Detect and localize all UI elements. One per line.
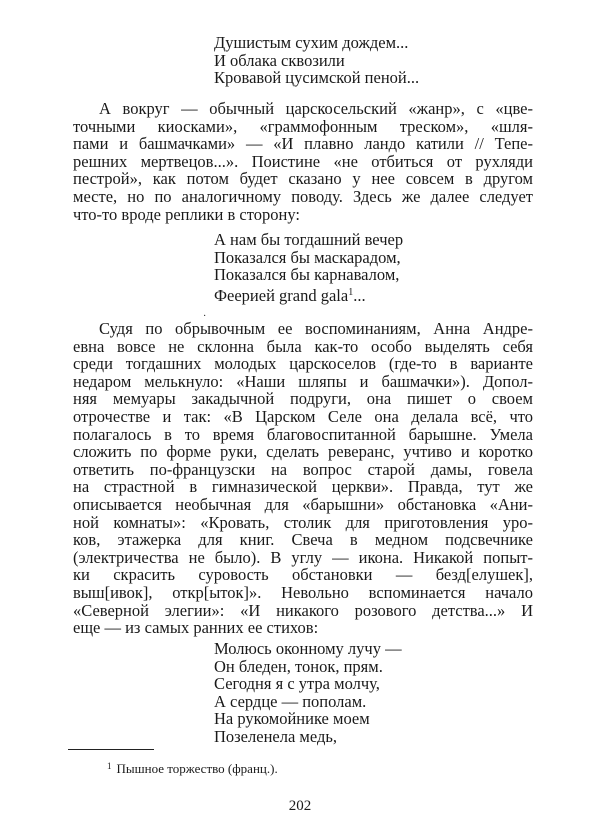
- verse-line: А сердце — пополам.: [214, 691, 367, 711]
- text-line: недаром мелькнуло: «Наши шляпы и башмачки»). Допол-: [73, 371, 533, 391]
- verse-line: Показался бы маскарадом,: [214, 247, 401, 267]
- text-line: евна вовсе не склонна была как-то особо выделять себя: [73, 336, 533, 356]
- verse-line-text: Феерией grand gala: [214, 285, 349, 305]
- verse-line: А нам бы тогдашний вечер: [214, 230, 404, 249]
- page-number: 202: [288, 798, 312, 814]
- verse-line: Позеленела медь,: [214, 726, 337, 746]
- footnote-reference: 1: [348, 286, 354, 298]
- verse-line: На рукомойнике моем: [214, 709, 370, 728]
- verse-line: Сегодня я с утра молчу,: [214, 674, 380, 693]
- verse-line: Он бледен, тонок, прям.: [214, 656, 383, 676]
- verse-block-2: [214, 231, 403, 304]
- text-line: ответить по-французски на вопрос старой дамы, говела: [73, 459, 533, 479]
- verse-line: Душистым сухим дождем...: [214, 33, 409, 52]
- verse-line: И облака сквозили: [214, 50, 345, 70]
- verse-line: Показался бы карнавалом,: [214, 265, 400, 284]
- verse-block-1: [214, 34, 419, 87]
- footnote: [107, 758, 278, 777]
- text-line: (электричества не было). В углу — икона. Никакой попыт-: [73, 547, 533, 567]
- footnote-number: 1: [107, 761, 112, 771]
- text-line: среди тогдашних молодых царскоселов (где-то в варианте: [73, 354, 533, 374]
- footnote-text: Пышное торжество (франц.).: [116, 761, 278, 776]
- text-line: ки скрасить суровость обстановки — безд[елушек],: [73, 565, 533, 585]
- stray-mark: ·: [203, 311, 207, 322]
- footnote-separator: [68, 749, 154, 750]
- text-line: месте, но по аналогичному поводу. Здесь же далее следует: [73, 186, 533, 206]
- text-line: пестрой», как потом будет сказано у нее совсем в другом: [73, 169, 533, 189]
- text-line: выш[ивок], откр[ыток]». Невольно вспоминается начало: [73, 582, 533, 602]
- text-line: пами и башмачками» — «И плавно ландо катили // Тепе-: [73, 134, 533, 154]
- verse-line: Кровавой цусимской пеной...: [214, 68, 420, 87]
- text-line: на страстной в гимназической церкви». Правда, тут же: [73, 477, 533, 497]
- text-line: няя мемуары закадычной подруги, она пишет о своем: [73, 389, 533, 409]
- verse-line-last: [214, 284, 403, 305]
- text-line: точными киосками», «граммофонным треском», «шля-: [73, 116, 533, 136]
- text-line: полагалось в то время благовоспитанной барышне. Умела: [73, 424, 533, 444]
- text-line: решних мертвецов...». Поистине «не отбиться от рухляди: [73, 151, 533, 171]
- text-line: Судя по обрывочным ее воспоминаниям, Анна Андре-: [99, 319, 533, 338]
- paragraph-2: [73, 320, 533, 637]
- text-line: «Северной элегии»: «И никакого розового детства...» И: [73, 600, 533, 620]
- text-line: ков, этажерка для книг. Свеча в медном подсвечнике: [73, 530, 533, 550]
- text-line: еще — из самых ранних ее стихов:: [73, 618, 319, 638]
- verse-line-tail: ...: [353, 285, 366, 305]
- text-line: описывается необычная для «барышни» обстановка «Ани-: [73, 494, 533, 514]
- verse-line: Молюсь оконному лучу —: [214, 639, 402, 658]
- text-line: отрочестве и так: «В Царском Селе она делала всё, что: [73, 406, 533, 426]
- verse-block-3: [214, 640, 402, 745]
- text-line: ной комнаты»: «Кровать, столик для приготовления уро-: [73, 512, 533, 532]
- text-line: А вокруг — обычный царскосельский «жанр», с «цве-: [99, 99, 533, 118]
- text-line: что-то вроде реплики в сторону:: [73, 204, 300, 224]
- text-line: сложить по форме руки, сделать реверанс, учтиво и коротко: [73, 442, 533, 462]
- paragraph-1: [73, 100, 533, 223]
